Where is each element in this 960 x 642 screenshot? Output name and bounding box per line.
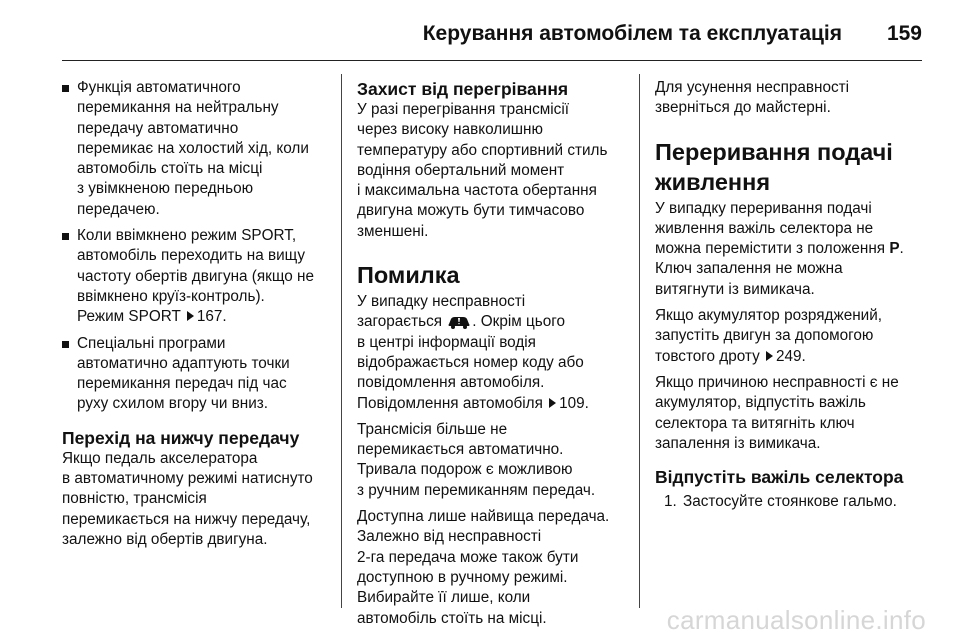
column-2: [357, 78, 630, 635]
step-number: 1.: [664, 493, 677, 511]
bullet-item: [62, 78, 334, 220]
step-text: Застосуйте стоянкове гальмо.: [683, 493, 897, 511]
bullet-square-icon: [62, 85, 69, 92]
page-number: 159: [886, 22, 922, 45]
paragraph: У випадку переривання подачі живлення важіль селектора не можна перемістити з положення P. Ключ запалення не можна витягнути із вимикача.: [655, 199, 904, 298]
page-ref-arrow-icon: [549, 398, 556, 408]
section-heading: Перехід на нижчу передачу: [62, 427, 300, 448]
page-header: [0, 0, 960, 62]
bullet-item: [62, 334, 334, 415]
bullet-text: Функція автоматичного перемикання на нейтральну передачу автоматично перемикає на холостий хід, коли автомобіль стоїть на місці з увімкненою передньою передачею.: [77, 79, 309, 218]
column-1: [62, 78, 334, 556]
paragraph: Якщо причиною несправності є не акумулятор, відпустіть важіль селектора та витягніть ключ запалення із вимикача.: [655, 373, 899, 452]
list-item: [655, 492, 923, 512]
car-fault-warning-icon: [447, 315, 471, 329]
section-heading: Захист від перегрівання: [357, 79, 569, 99]
column-divider-1: [341, 74, 342, 608]
column-3: [655, 78, 923, 512]
page-ref-link[interactable]: 109.: [559, 394, 589, 412]
page-title: Керування автомобілем та експлуатація: [422, 22, 842, 45]
gear-position-p: P: [889, 240, 900, 258]
header-rule: [62, 60, 922, 61]
page-ref-link[interactable]: 249.: [775, 347, 806, 365]
watermark: carmanualsonline.info: [666, 605, 926, 635]
paragraph: У випадку несправності загорається . Окрім цього в центрі інформації водія відображається номер коду або повідомлення автомобіля. Повідомлення автомобіля 109.: [357, 293, 589, 412]
steps-list: [655, 492, 923, 512]
paragraph: У разі перегрівання трансмісії через високу навколишню температуру або спортивний стиль водіння обертальний момент і максимальна частота обертання двигуна можуть бути тимчасово зменшені.: [357, 101, 608, 240]
paragraph: Якщо педаль акселератора в автоматичному режимі натиснуто повністю, трансмісія перемикається на нижчу передачу, залежно від обертів двигуна.: [62, 449, 313, 548]
page-ref-arrow-icon: [187, 311, 194, 321]
bullet-square-icon: [62, 233, 69, 240]
paragraph: Для усунення несправності зверніться до майстерні.: [655, 79, 850, 117]
section-heading-large: Переривання подачі живлення: [655, 138, 893, 195]
page-ref-arrow-icon: [766, 351, 773, 361]
bullet-item: [62, 226, 334, 327]
section-heading-large: Помилка: [357, 262, 460, 289]
bullet-square-icon: [62, 341, 69, 348]
paragraph: Трансмісія більше не перемикається автоматично. Тривала подорож є можливою з ручним перемиканням передач.: [357, 420, 596, 499]
paragraph: Якщо акумулятор розряджений, запустіть двигун за допомогою товстого дроту 249.: [655, 307, 882, 365]
bullet-text: Коли ввімкнено режим SPORT, автомобіль переходить на вищу частоту обертів двигуна (якщо не ввімкнено круїз-контроль). Режим SPORT 167.: [77, 227, 314, 326]
column-divider-2: [639, 74, 640, 608]
section-heading: Відпустіть важіль селектора: [655, 467, 904, 488]
page-ref-link[interactable]: 167.: [196, 308, 227, 326]
paragraph: Доступна лише найвища передача. Залежно від несправності 2-га передача може також бути доступною в ручному режимі. Вибирайте її лише, коли автомобіль стоїть на місці.: [357, 508, 610, 627]
bullet-text: Спеціальні програми автоматично адаптують точки перемикання передач під час руху схилом вгору чи вниз.: [77, 334, 290, 413]
